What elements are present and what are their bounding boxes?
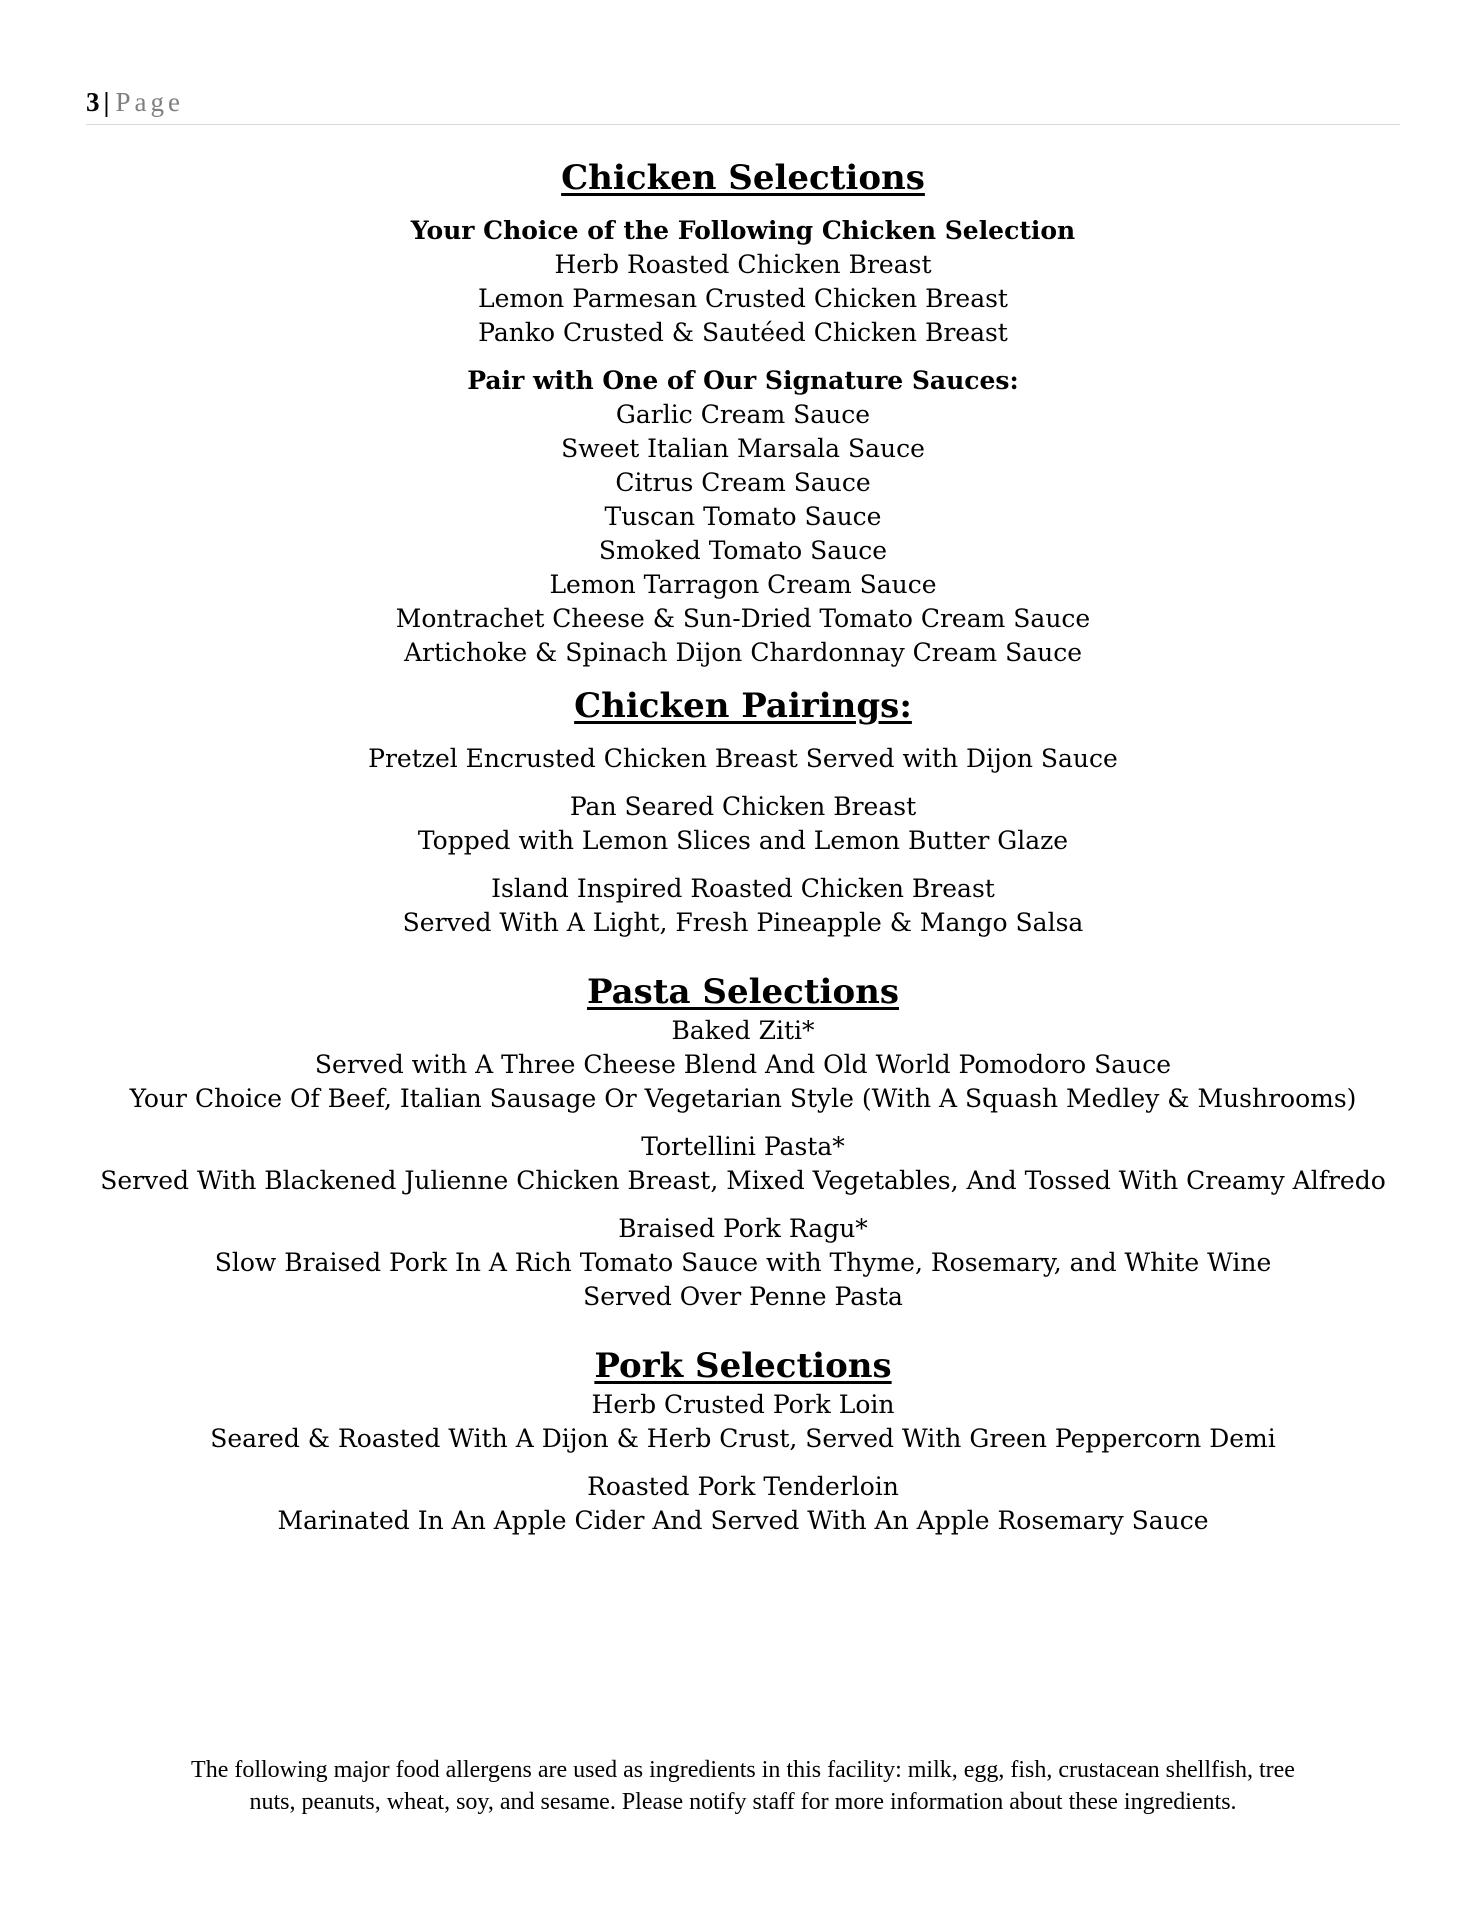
pork-item	[86, 1388, 1400, 1456]
pork-selections-title: Pork Selections	[594, 1346, 892, 1386]
pasta-selections-section	[86, 970, 1400, 1314]
menu-content	[86, 156, 1400, 1538]
pork-item	[86, 1470, 1400, 1538]
sauce-item: Citrus Cream Sauce	[615, 468, 871, 497]
chicken-choice-item: Lemon Parmesan Crusted Chicken Breast	[478, 284, 1008, 313]
chicken-selections-title: Chicken Selections	[561, 158, 925, 198]
page-header	[86, 86, 1400, 125]
chicken-choice-item: Panko Crusted & Sautéed Chicken Breast	[478, 318, 1008, 347]
sauce-item: Garlic Cream Sauce	[615, 400, 871, 429]
pairing-line: Pretzel Encrusted Chicken Breast Served with Dijon Sauce	[368, 744, 1118, 773]
pasta-line: Braised Pork Ragu*	[618, 1214, 868, 1243]
sauce-heading: Pair with One of Our Signature Sauces:	[467, 366, 1019, 395]
pork-line: Herb Crusted Pork Loin	[591, 1390, 895, 1419]
allergen-line: nuts, peanuts, wheat, soy, and sesame. Please notify staff for more information about these ingredients.	[249, 1789, 1237, 1815]
pasta-line: Slow Braised Pork In A Rich Tomato Sauce with Thyme, Rosemary, and White Wine	[214, 1248, 1272, 1277]
chicken-choice-item: Herb Roasted Chicken Breast	[554, 250, 932, 279]
allergen-line: The following major food allergens are used as ingredients in this facility: milk, egg, fish, crustacean shellfish, tree	[191, 1757, 1295, 1783]
page-separator: |	[103, 87, 110, 117]
pasta-item	[86, 1212, 1400, 1314]
sauce-item: Lemon Tarragon Cream Sauce	[549, 570, 937, 599]
pairing-line: Topped with Lemon Slices and Lemon Butter Glaze	[417, 826, 1069, 855]
pasta-line: Baked Ziti*	[671, 1016, 815, 1045]
pork-line: Seared & Roasted With A Dijon & Herb Crust, Served With Green Peppercorn Demi	[210, 1424, 1276, 1453]
pasta-line: Your Choice Of Beef, Italian Sausage Or Vegetarian Style (With A Squash Medley & Mushrooms)	[129, 1084, 1357, 1113]
pairing-line: Island Inspired Roasted Chicken Breast	[491, 874, 995, 903]
pairing-line: Pan Seared Chicken Breast	[569, 792, 917, 821]
pasta-item	[86, 1014, 1400, 1116]
pork-selections-section	[86, 1344, 1400, 1538]
chicken-choice-heading: Your Choice of the Following Chicken Selection	[410, 216, 1076, 245]
pairing-item	[86, 742, 1400, 776]
sauce-item: Tuscan Tomato Sauce	[604, 502, 882, 531]
pasta-line: Tortellini Pasta*	[641, 1132, 845, 1161]
sauce-item: Montrachet Cheese & Sun-Dried Tomato Cream Sauce	[395, 604, 1091, 633]
pasta-selections-title: Pasta Selections	[587, 972, 899, 1012]
chicken-pairings-title: Chicken Pairings:	[574, 686, 912, 726]
page-number: 3	[86, 87, 100, 117]
pairing-item	[86, 790, 1400, 858]
pairing-item	[86, 872, 1400, 940]
pork-line: Roasted Pork Tenderloin	[587, 1472, 899, 1501]
pasta-line: Served Over Penne Pasta	[583, 1282, 903, 1311]
sauce-item: Smoked Tomato Sauce	[598, 536, 888, 565]
chicken-selections-section	[86, 156, 1400, 670]
page-word: Page	[115, 87, 184, 117]
pairing-line: Served With A Light, Fresh Pineapple & Mango Salsa	[402, 908, 1084, 937]
sauce-item: Artichoke & Spinach Dijon Chardonnay Cream Sauce	[403, 638, 1083, 667]
allergen-notice	[86, 1754, 1400, 1818]
sauce-item: Sweet Italian Marsala Sauce	[561, 434, 925, 463]
pasta-line: Served with A Three Cheese Blend And Old World Pomodoro Sauce	[314, 1050, 1172, 1079]
pasta-item	[86, 1130, 1400, 1198]
pork-line: Marinated In An Apple Cider And Served With An Apple Rosemary Sauce	[277, 1506, 1209, 1535]
chicken-pairings-section	[86, 684, 1400, 940]
pasta-line: Served With Blackened Julienne Chicken Breast, Mixed Vegetables, And Tossed With Creamy Alfredo	[100, 1166, 1386, 1195]
